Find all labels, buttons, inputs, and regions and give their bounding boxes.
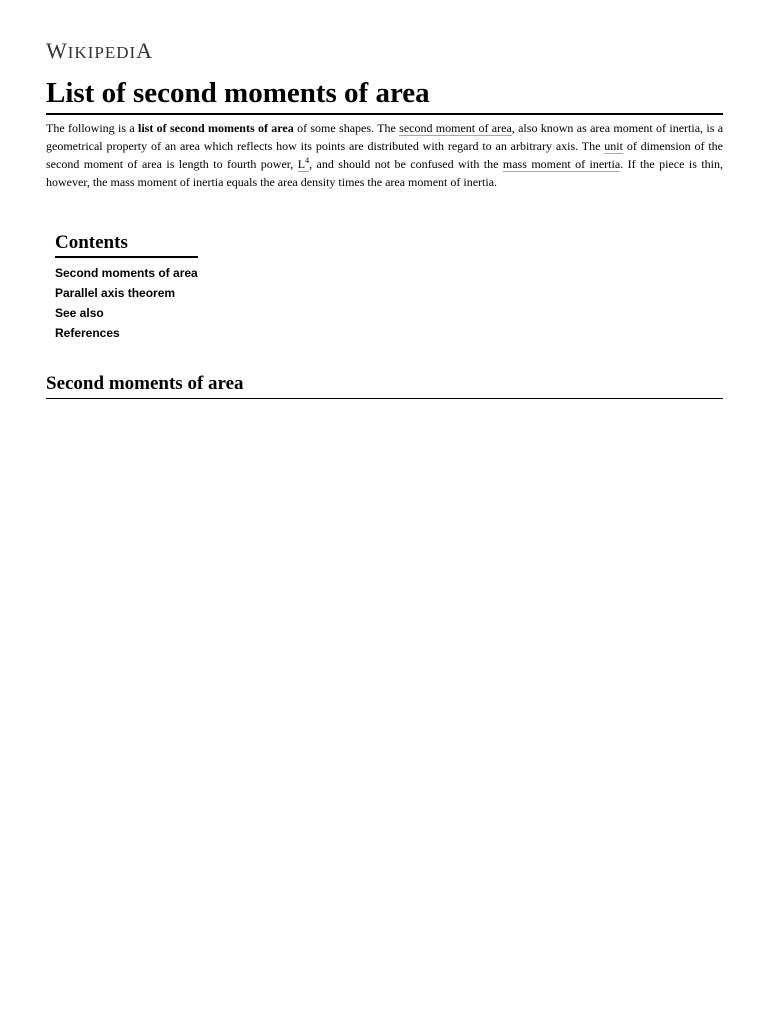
- intro-text-2: of some shapes. The: [293, 121, 400, 135]
- link-length-dimension[interactable]: [298, 157, 309, 172]
- page-title: List of second moments of area: [46, 74, 723, 115]
- intro-text-4: of dimension of the second moment of area is length to fourth power,: [46, 139, 723, 171]
- wordmark-initial: W: [46, 38, 68, 63]
- intro-bold-term: list of second moments of area: [137, 121, 294, 135]
- power-superscript: 4: [305, 156, 310, 165]
- section-heading-second-moments-of-area: Second moments of area: [46, 371, 723, 399]
- toc-item-references[interactable]: References: [55, 326, 120, 340]
- intro-text-6: . If the piece is thin, however, the mass moment of inertia equals the area density times the area moment of inertia.: [46, 157, 724, 189]
- table-of-contents: [55, 230, 255, 343]
- toc-item-parallel-axis-theorem[interactable]: Parallel axis theorem: [55, 286, 176, 300]
- toc-list: [55, 263, 255, 343]
- link-mass-moment-of-inertia[interactable]: mass moment of inertia: [502, 157, 621, 171]
- intro-text-3: , also known as area moment of inertia, is a geometrical property of an area which reflects how its points are distributed with regard to an arbitrary axis. The: [46, 121, 724, 153]
- toc-item-see-also[interactable]: See also: [55, 306, 104, 320]
- toc-item-second-moments-of-area[interactable]: Second moments of area: [55, 266, 198, 280]
- toc-title: Contents: [55, 230, 198, 258]
- link-length-symbol: L: [297, 157, 306, 171]
- link-unit[interactable]: unit: [604, 139, 623, 153]
- intro-paragraph: [46, 119, 723, 191]
- wordmark-middle: IKIPEDI: [67, 43, 137, 62]
- intro-text-5: , and should not be confused with the: [309, 157, 503, 171]
- wordmark-final: A: [136, 38, 154, 63]
- wikipedia-wordmark[interactable]: [46, 40, 153, 62]
- intro-text-1: The following is a: [46, 121, 138, 135]
- link-second-moment-of-area[interactable]: second moment of area: [399, 121, 512, 135]
